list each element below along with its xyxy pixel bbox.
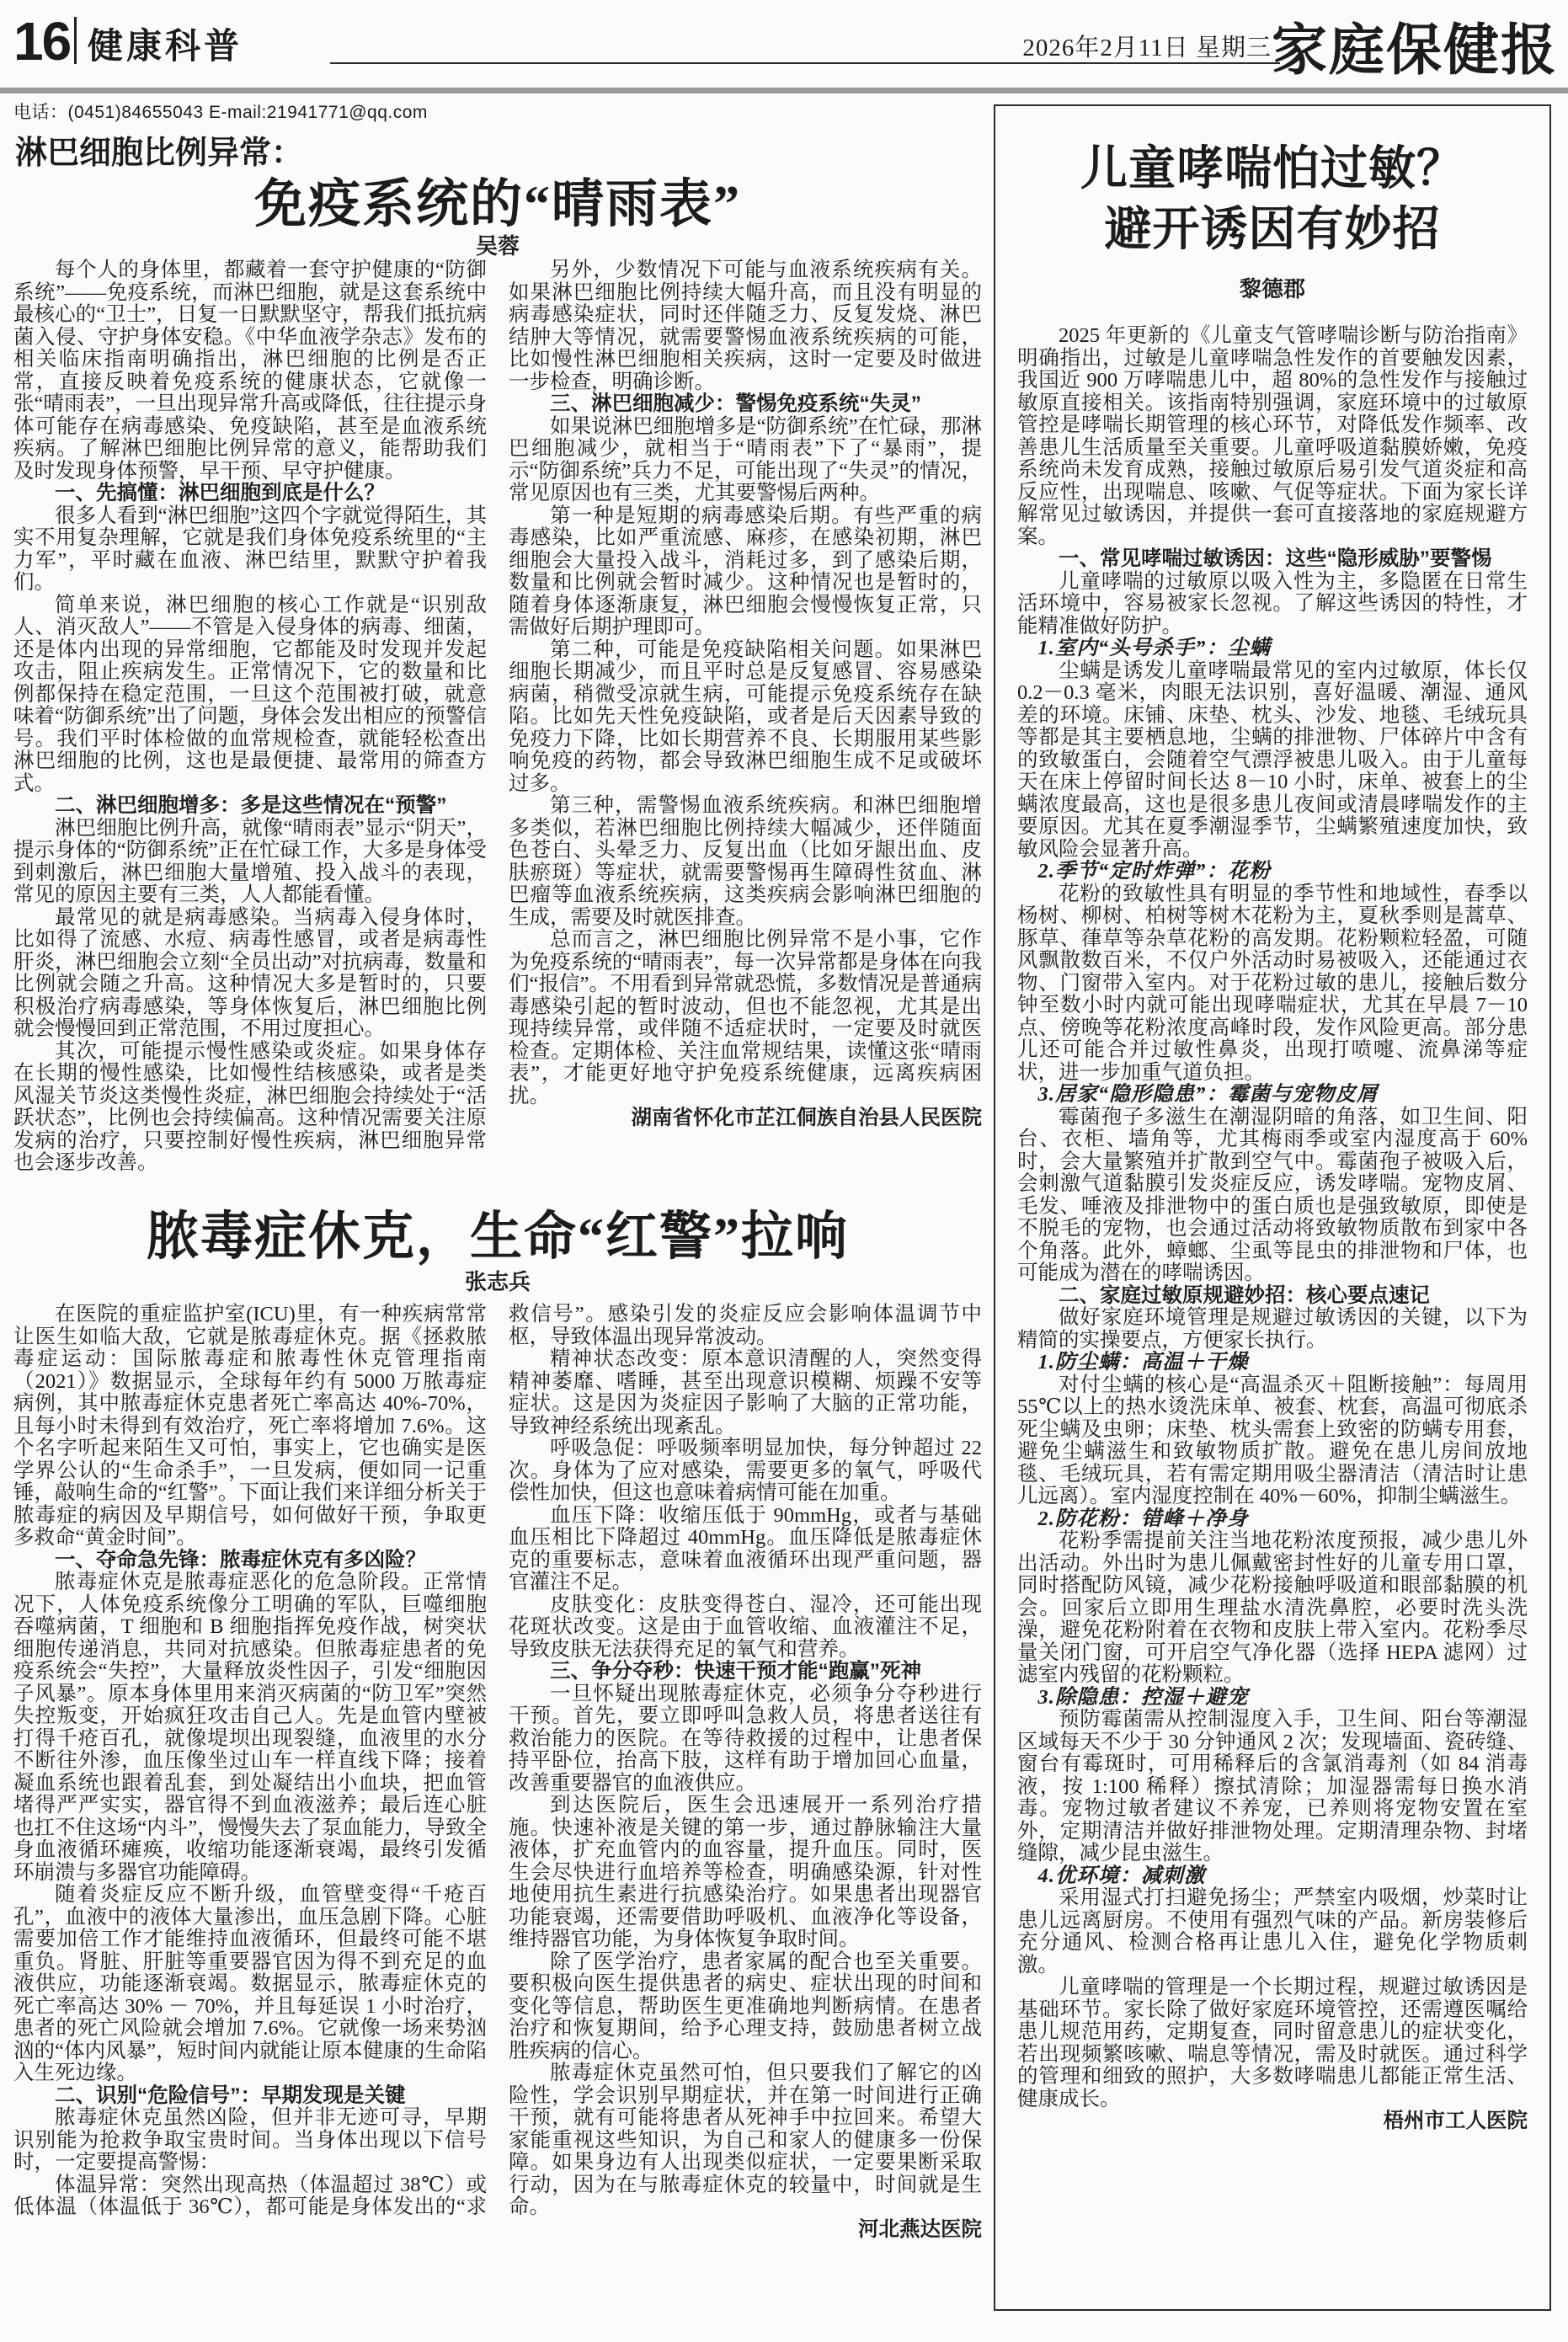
paragraph: 淋巴细胞比例升高，就像“晴雨表”显示“阴天”，提示身体的“防御系统”正在忙碌工作，大多是身体受到刺激后，淋巴细胞大量增殖、投入战斗的表现，常见的原因主要有三类，人人都能看懂。 bbox=[13, 816, 487, 906]
paragraph: 到达医院后，医生会迅速展开一系列治疗措施。快速补液是关键的第一步，通过静脉输注大量液体，扩充血管内的血容量，提升血压。同时，医生会尽快进行血培养等检查，明确感染源，针对性地使用抗生素进行抗感染治疗。如果患者出现器官功能衰竭，还需要借助呼吸机、血液净化等设备，维持器官功能，为身体恢复争取时间。 bbox=[509, 1794, 982, 1950]
paragraph: 脓毒症休克虽然可怕，但只要我们了解它的凶险性，学会识别早期症状，并在第一时间进行正确干预，就有可能将患者从死神手中拉回来。希望大家能重视这些知识，为自己和家人的健康多一份保障。如果身边有人出现类似症状，一定要果断采取行动，因为在与脓毒症休克的较量中，时间就是生命。 bbox=[509, 2062, 982, 2218]
section-heading: 二、识别“危险信号”：早期发现是关键 bbox=[55, 2083, 406, 2107]
newspaper-masthead: 家庭保健报 bbox=[1272, 20, 1558, 82]
paragraph: 儿童哮喘的过敏原以吸入性为主，多隐匿在日常生活环境中，容易被家长忽视。了解这些诱因的特性，才能精准做好防护。 bbox=[1017, 569, 1528, 638]
signature: 梧州市工人医院 bbox=[1383, 2110, 1528, 2133]
sub-heading: 1.防尘螨：高温＋干燥 bbox=[1037, 1351, 1249, 1374]
paragraph: 在医院的重症监护室(ICU)里，有一种疾病常常让医生如临大敌，它就是脓毒症休克。据《拯救脓毒症运动：国际脓毒症和脓毒性休克管理指南（2021）》数据显示，全球每年约有 5000 万脓毒症病例，其中脓毒症休克患者死亡率高达 40%-70%，且每小时未得到有效治疗，死亡率将增加 7.6%。这个名字听起来陌生又可怕，事实上，它也确实是医学界公认的“生命杀手”，一旦发病，便如同一记重锤，敲响生命的“红警”。下面让我们来详细分析关于脓毒症的病因及早期信号，如何做好干预，争取更多救命“黄金时间”。 bbox=[13, 1303, 487, 1549]
section-heading: 三、争分夺秒：快速干预才能“跑赢”死神 bbox=[550, 1660, 921, 1683]
paragraph: 霉菌孢子多滋生在潮湿阴暗的角落，如卫生间、阳台、衣柜、墙角等，尤其梅雨季或室内湿度高于 60%时，会大量繁殖并扩散到空气中。霉菌孢子被吸入后，会刺激气道黏膜引发炎症反应，诱发哮喘。宠物皮屑、毛发、唾液及排泄物中的蛋白质也是强致敏原，即使是不脱毛的宠物，也会通过活动将致敏物质散布到家中各个角落。此外，蟑螂、尘虱等昆虫的排泄物和尸体，也可能成为潜在的哮喘诱因。 bbox=[1017, 1105, 1528, 1285]
sub-heading: 2.防花粉：错峰＋净身 bbox=[1037, 1507, 1249, 1530]
article1-author: 吴蓉 bbox=[475, 234, 520, 259]
sub-heading: 3.居家“隐形隐患”：霉菌与宠物皮屑 bbox=[1037, 1083, 1379, 1107]
paragraph: 花粉的致敏性具有明显的季节性和地域性，春季以杨树、柳树、柏树等树木花粉为主，夏秋季则是蒿草、豚草、葎草等杂草花粉的高发期。花粉颗粒轻盈，可随风飘散数百米，不仅户外活动时易被吸入，还能通过衣物、门窗带入室内。对于花粉过敏的患儿，接触后数分钟至数小时内就可能出现哮喘症状，尤其在早晨 7－10 点、傍晚等花粉浓度高峰时段，发作风险更高。部分患儿还可能合并过敏性鼻炎，出现打喷嚏、流鼻涕等症状，进一步加重气道负担。 bbox=[1017, 882, 1528, 1084]
paragraph: 总而言之，淋巴细胞比例异常不是小事，它作为免疫系统的“晴雨表”，每一次异常都是身体在向我们“报信”。不用看到异常就恐慌，多数情况是普通病毒感染引起的暂时波动，但也不能忽视，尤其是出现持续异常，或伴随不适症状时，一定要及时就医检查。定期体检、关注血常规结果，读懂这张“晴雨表”，才能更好地守护免疫系统健康，远离疾病困扰。 bbox=[509, 928, 982, 1107]
paragraph: 最常见的就是病毒感染。当病毒入侵身体时，比如得了流感、水痘、病毒性感冒，或者是病毒性肝炎，淋巴细胞会立刻“全员出动”对抗病毒，数量和比例就会随之升高。这种情况大多是暂时的，只要积极治疗病毒感染，等身体恢复后，淋巴细胞比例就会慢慢回到正常范围，不用过度担心。 bbox=[13, 905, 487, 1040]
article2-author: 张志兵 bbox=[464, 1270, 531, 1294]
paragraph: 采用湿式打扫避免扬尘；严禁室内吸烟，炒菜时让患儿远离厨房。不使用有强烈气味的产品。新房装修后充分通风、检测合格再让患儿入住，避免化学物质刺激。 bbox=[1017, 1886, 1528, 1977]
section-heading: 二、家庭过敏原规避妙招：核心要点速记 bbox=[1059, 1283, 1430, 1307]
paragraph: 做好家庭环境管理是规避过敏诱因的关键，以下为精简的实操要点，方便家长执行。 bbox=[1017, 1306, 1528, 1352]
section-heading: 一、夺命急先锋：脓毒症休克有多凶险？ bbox=[55, 1548, 426, 1571]
paragraph: 随着炎症反应不断升级，血管壁变得“千疮百孔”，血液中的液体大量渗出，血压急剧下降。心脏需要加倍工作才能维持血液循环，但最终可能不堪重负。肾脏、肝脏等重要器官因为得不到充足的血液供应，功能逐渐衰竭。数据显示，脓毒症休克的死亡率高达 30% － 70%，并且每延误 1 小时治疗，患者的死亡风险就会增加 7.6%。它就像一场来势汹汹的“体内风暴”，短时间内就能让原本健康的生命陷入生死边缘。 bbox=[13, 1883, 487, 2084]
paragraph: 脓毒症休克是脓毒症恶化的危急阶段。正常情况下，人体免疫系统像分工明确的军队，巨噬细胞吞噬病菌，T 细胞和 B 细胞指挥免疫作战，树突状细胞传递消息，共同对抗感染。但脓毒症患者的免疫系统会“失控”，大量释放炎性因子，引发“细胞因子风暴”。原本身体里用来消灭病菌的“防卫军”突然失控叛变，开始疯狂攻击自己人。先是血管内壁被打得千疮百孔，就像堤坝出现裂缝，血液里的水分不断往外渗，血压像坐过山车一样直线下降；接着凝血系统也跟着乱套，到处凝结出小血块，把血管堵得严严实实，器官得不到血液滋养；最后连心脏也扛不住这场“内斗”，慢慢失去了泵血能力，导致全身血液循环瘫痪，收缩功能逐渐衰竭，最终引发循环崩溃与多器官功能障碍。 bbox=[13, 1571, 487, 1884]
header-thick-rule bbox=[0, 88, 1568, 93]
article3-author: 黎德郡 bbox=[1239, 277, 1305, 302]
paragraph: 预防霉菌需从控制湿度入手，卫生间、阳台等潮湿区域每天不少于 30 分钟通风 2 次；发现墙面、瓷砖缝、窗台有霉斑时，可用稀释后的含氯消毒剂（如 84 消毒液，按 1:100 稀释）擦拭清除；加湿器需每日换水消毒。宠物过敏者建议不养宠，已养则将宠物安置在室外，定期清洁并做好排泄物处理。定期清理杂物、封堵缝隙，减少昆虫滋生。 bbox=[1017, 1708, 1528, 1865]
paragraph: 脓毒症休克虽然凶险，但并非无迹可寻，早期识别能为抢救争取宝贵时间。当身体出现以下信号时，一定要提高警惕： bbox=[13, 2106, 487, 2174]
section-heading: 一、常见哮喘过敏诱因：这些“隐形威胁”要警惕 bbox=[1059, 547, 1492, 571]
sub-heading: 4.优环境：减刺激 bbox=[1037, 1864, 1206, 1887]
article1-title: 免疫系统的“晴雨表” bbox=[253, 176, 741, 233]
article1-kicker: 淋巴细胞比例异常： bbox=[15, 136, 304, 171]
sub-heading: 3.除隐患：控湿＋避宠 bbox=[1037, 1685, 1249, 1709]
signature: 湖南省怀化市芷江侗族自治县人民医院 bbox=[631, 1107, 982, 1129]
contact-line: 电话：(0451)84655043 E-mail:21941771@qq.com bbox=[13, 103, 428, 122]
article3-body bbox=[1017, 325, 1528, 2133]
section-heading: 一、先搞懂：淋巴细胞到底是什么？ bbox=[55, 482, 385, 504]
sub-heading: 2.季节“定时炸弹”：花粉 bbox=[1037, 860, 1271, 883]
article3-title-line1: 儿童哮喘怕过敏？ bbox=[1080, 143, 1464, 195]
paragraph: 第二种，可能是免疫缺陷相关问题。如果淋巴细胞长期减少，而且平时总是反复感冒、容易感染病菌，稍微受凉就生病，可能提示免疫系统存在缺陷。比如先天性免疫缺陷，或者是后天因素导致的免疫力下降，比如长期营养不良、长期服用某些影响免疫的药物，都会导致淋巴细胞生成不足或破坏过多。 bbox=[509, 638, 982, 795]
paragraph: 花粉季需提前关注当地花粉浓度预报，减少患儿外出活动。外出时为患儿佩戴密封性好的儿童专用口罩，同时搭配防风镜，减少花粉接触呼吸道和眼部黏膜的机会。回家后立即用生理盐水清洗鼻腔，必要时洗头洗澡，避免花粉附着在衣物和皮肤上带入室内。花粉季尽量关闭门窗，可开启空气净化器（选择 HEPA 滤网）过滤室内残留的花粉颗粒。 bbox=[1017, 1529, 1528, 1687]
signature: 河北燕达医院 bbox=[858, 2217, 982, 2241]
section-title: 健康科普 bbox=[88, 26, 243, 66]
paragraph: 尘螨是诱发儿童哮喘最常见的室内过敏原，体长仅 0.2－0.3 毫米，肉眼无法识别，喜好温暖、潮湿、通风差的环境。床铺、床垫、枕头、沙发、地毯、毛绒玩具等都是其主要栖息地，尘螨的排泄物、尸体碎片中含有的致敏蛋白，会随着空气漂浮被患儿吸入。由于儿童每天在床上停留时间长达 8－10 小时，床单、被套上的尘螨浓度最高，这也是很多患儿夜间或清晨哮喘发作的主要原因。尤其在夏季潮湿季节，尘螨繁殖速度加快，致敏风险会显著升高。 bbox=[1017, 659, 1528, 861]
paragraph: 另外，少数情况下可能与血液系统疾病有关。如果淋巴细胞比例持续大幅升高，而且没有明显的病毒感染症状，同时还伴随乏力、反复发烧、淋巴结肿大等情况，就需要警惕血液系统疾病的可能，比如慢性淋巴细胞相关疾病，这时一定要及时做进一步检查，明确诊断。 bbox=[509, 259, 982, 393]
section-heading: 二、淋巴细胞增多：多是这些情况在“预警” bbox=[55, 794, 447, 817]
page-number: 16 bbox=[13, 11, 71, 72]
paragraph: 儿童哮喘的管理是一个长期过程，规避过敏诱因是基础环节。家长除了做好家庭环境管控，还需遵医嘱给患儿规范用药，定期复查，同时留意患儿的症状变化，若出现频繁咳嗽、喘息等情况，需及时就医。通过科学的管理和细致的照护，大多数哮喘患儿都能正常生活、健康成长。 bbox=[1017, 1976, 1528, 2110]
paragraph: 精神状态改变：原本意识清醒的人，突然变得精神萎靡、嗜睡，甚至出现意识模糊、烦躁不安等症状。这是因为炎症因子影响了大脑的正常功能，导致神经系统出现紊乱。 bbox=[509, 1347, 982, 1438]
paragraph: 如果说淋巴细胞增多是“防御系统”在忙碌，那淋巴细胞减少，就相当于“晴雨表”下了“暴雨”，提示“防御系统”兵力不足，可能出现了“失灵”的情况，常见原因也有三类，尤其要警惕后两种。 bbox=[509, 414, 982, 504]
page-number-divider bbox=[74, 17, 77, 64]
article1-body bbox=[13, 259, 982, 1175]
paragraph: 很多人看到“淋巴细胞”这四个字就觉得陌生，其实不用复杂理解，它就是我们身体免疫系统里的“主力军”，平时藏在血液、淋巴结里，默默守护着我们。 bbox=[13, 504, 487, 594]
article2-title: 脓毒症休克，生命“红警”拉响 bbox=[146, 1208, 849, 1266]
article3-title-line2: 避开诱因有妙招 bbox=[1104, 203, 1441, 256]
paragraph: 第三种，需警惕血液系统疾病。和淋巴细胞增多类似，若淋巴细胞比例持续大幅减少，还伴随面色苍白、头晕乏力、反复出血（比如牙龈出血、皮肤瘀斑）等症状，就需要警惕再生障碍性贫血、淋巴瘤等血液系统疾病，这类疾病会影响淋巴细胞的生成，需要及时就医排查。 bbox=[509, 794, 982, 929]
paragraph: 第一种是短期的病毒感染后期。有些严重的病毒感染，比如严重流感、麻疹，在感染初期，淋巴细胞会大量投入战斗，消耗过多，到了感染后期，数量和比例就会暂时减少。这种情况也是暂时的，随着身体逐渐康复，淋巴细胞会慢慢恢复正常，只需做好后期护理即可。 bbox=[509, 504, 982, 638]
paragraph: 体温异常：突然出现高热（体温超过 38℃）或低体温（体温低于 36℃），都可能是身体发出的“求救信号”。感染引发的炎症反应会影响体温调节中枢，导致体温出现异常波动。 bbox=[13, 1303, 982, 2218]
section-heading: 三、淋巴细胞减少：警惕免疫系统“失灵” bbox=[550, 392, 921, 415]
paragraph: 对付尘螨的核心是“高温杀灭＋阻断接触”：每周用 55℃以上的热水烫洗床单、被套、枕套，高温可彻底杀死尘螨及虫卵；床垫、枕头需套上致密的防螨专用套，避免尘螨滋生和致敏物质扩散。避免在患儿房间放地毯、毛绒玩具，若有需定期用吸尘器清洁（清洁时让患儿远离）。室内湿度控制在 40%－60%，抑制尘螨滋生。 bbox=[1017, 1373, 1528, 1508]
paragraph: 呼吸急促：呼吸频率明显加快，每分钟超过 22 次。身体为了应对感染，需要更多的氧气，呼吸代偿性加快，但这也意味着病情可能在加重。 bbox=[509, 1437, 982, 1504]
paragraph: 一旦怀疑出现脓毒症休克，必须争分夺秒进行干预。首先，要立即呼叫急救人员，将患者送往有救治能力的医院。在等待救援的过程中，让患者保持平卧位，抬高下肢，这样有助于增加回心血量，改善重要器官的血液供应。 bbox=[509, 1682, 982, 1795]
article3-title bbox=[1017, 140, 1528, 260]
sub-heading: 1.室内“头号杀手”：尘螨 bbox=[1037, 637, 1271, 660]
paragraph: 每个人的身体里，都藏着一套守护健康的“防御系统”——免疫系统，而淋巴细胞，就是这套系统中最核心的“卫士”，日复一日默默坚守，帮我们抵抗病菌入侵、守护身体安稳。《中华血液学杂志》发布的相关临床指南明确指出，淋巴细胞的比例是否正常，直接反映着免疫系统的健康状态，它就像一张“晴雨表”，一旦出现异常升高或降低，往往提示身体可能存在病毒感染、免疫缺陷，甚至是血液系统疾病。了解淋巴细胞比例异常的意义，能帮助我们及时发现身体预警，早干预、早守护健康。 bbox=[13, 259, 487, 483]
paragraph: 皮肤变化：皮肤变得苍白、湿冷，还可能出现花斑状改变。这是由于血管收缩、血液灌注不足，导致皮肤无法获得充足的氧气和营养。 bbox=[509, 1592, 982, 1661]
article3-box bbox=[994, 104, 1551, 2311]
paragraph: 血压下降：收缩压低于 90mmHg，或者与基础血压相比下降超过 40mmHg。血压降低是脓毒症休克的重要标志，意味着血液循环出现严重问题，器官灌注不足。 bbox=[509, 1503, 982, 1593]
paragraph: 简单来说，淋巴细胞的核心工作就是“识别敌人、消灭敌人”——不管是入侵身体的病毒、细菌，还是体内出现的异常细胞，它都能及时发现并发起攻击，阻止疾病发生。正常情况下，它的数量和比例都保持在稳定范围，一旦这个范围被打破，就意味着“防御系统”出了问题，身体会发出相应的预警信号。我们平时体检做的血常规检查，就能轻松查出淋巴细胞的比例，这也是最便捷、最常用的筛查方式。 bbox=[13, 593, 487, 795]
paragraph: 其次，可能提示慢性感染或炎症。如果身体存在长期的慢性感染，比如慢性结核感染，或者是类风湿关节炎这类慢性炎症，淋巴细胞会持续处于“活跃状态”，比例也会持续偏高。这种情况需要关注原发病的治疗，只要控制好慢性疾病，淋巴细胞异常也会逐步改善。 bbox=[13, 1039, 487, 1174]
paragraph: 2025 年更新的《儿童支气管哮喘诊断与防治指南》明确指出，过敏是儿童哮喘急性发作的首要触发因素，我国近 900 万哮喘患儿中，超 80%的急性发作与接触过敏原直接相关。该指南特别强调，家庭环境中的过敏原管控是哮喘长期管理的核心环节，对降低发作频率、改善患儿生活质量至关重要。儿童呼吸道黏膜娇嫩，免疫系统尚未发育成熟，接触过敏原后易引发气道炎症和高反应性，出现喘息、咳嗽、气促等症状。下面为家长详解常见过敏诱因，并提供一套可直接落地的家庭规避方案。 bbox=[1017, 324, 1528, 548]
article2-body bbox=[13, 1304, 982, 2241]
issue-date: 2026年2月11日 星期三 bbox=[1022, 35, 1272, 61]
paragraph: 除了医学治疗，患者家属的配合也至关重要。要积极向医生提供患者的病史、症状出现的时间和变化等信息，帮助医生更准确地判断病情。在患者治疗和恢复期间，给予心理支持，鼓励患者树立战胜疾病的信心。 bbox=[509, 1950, 982, 2062]
